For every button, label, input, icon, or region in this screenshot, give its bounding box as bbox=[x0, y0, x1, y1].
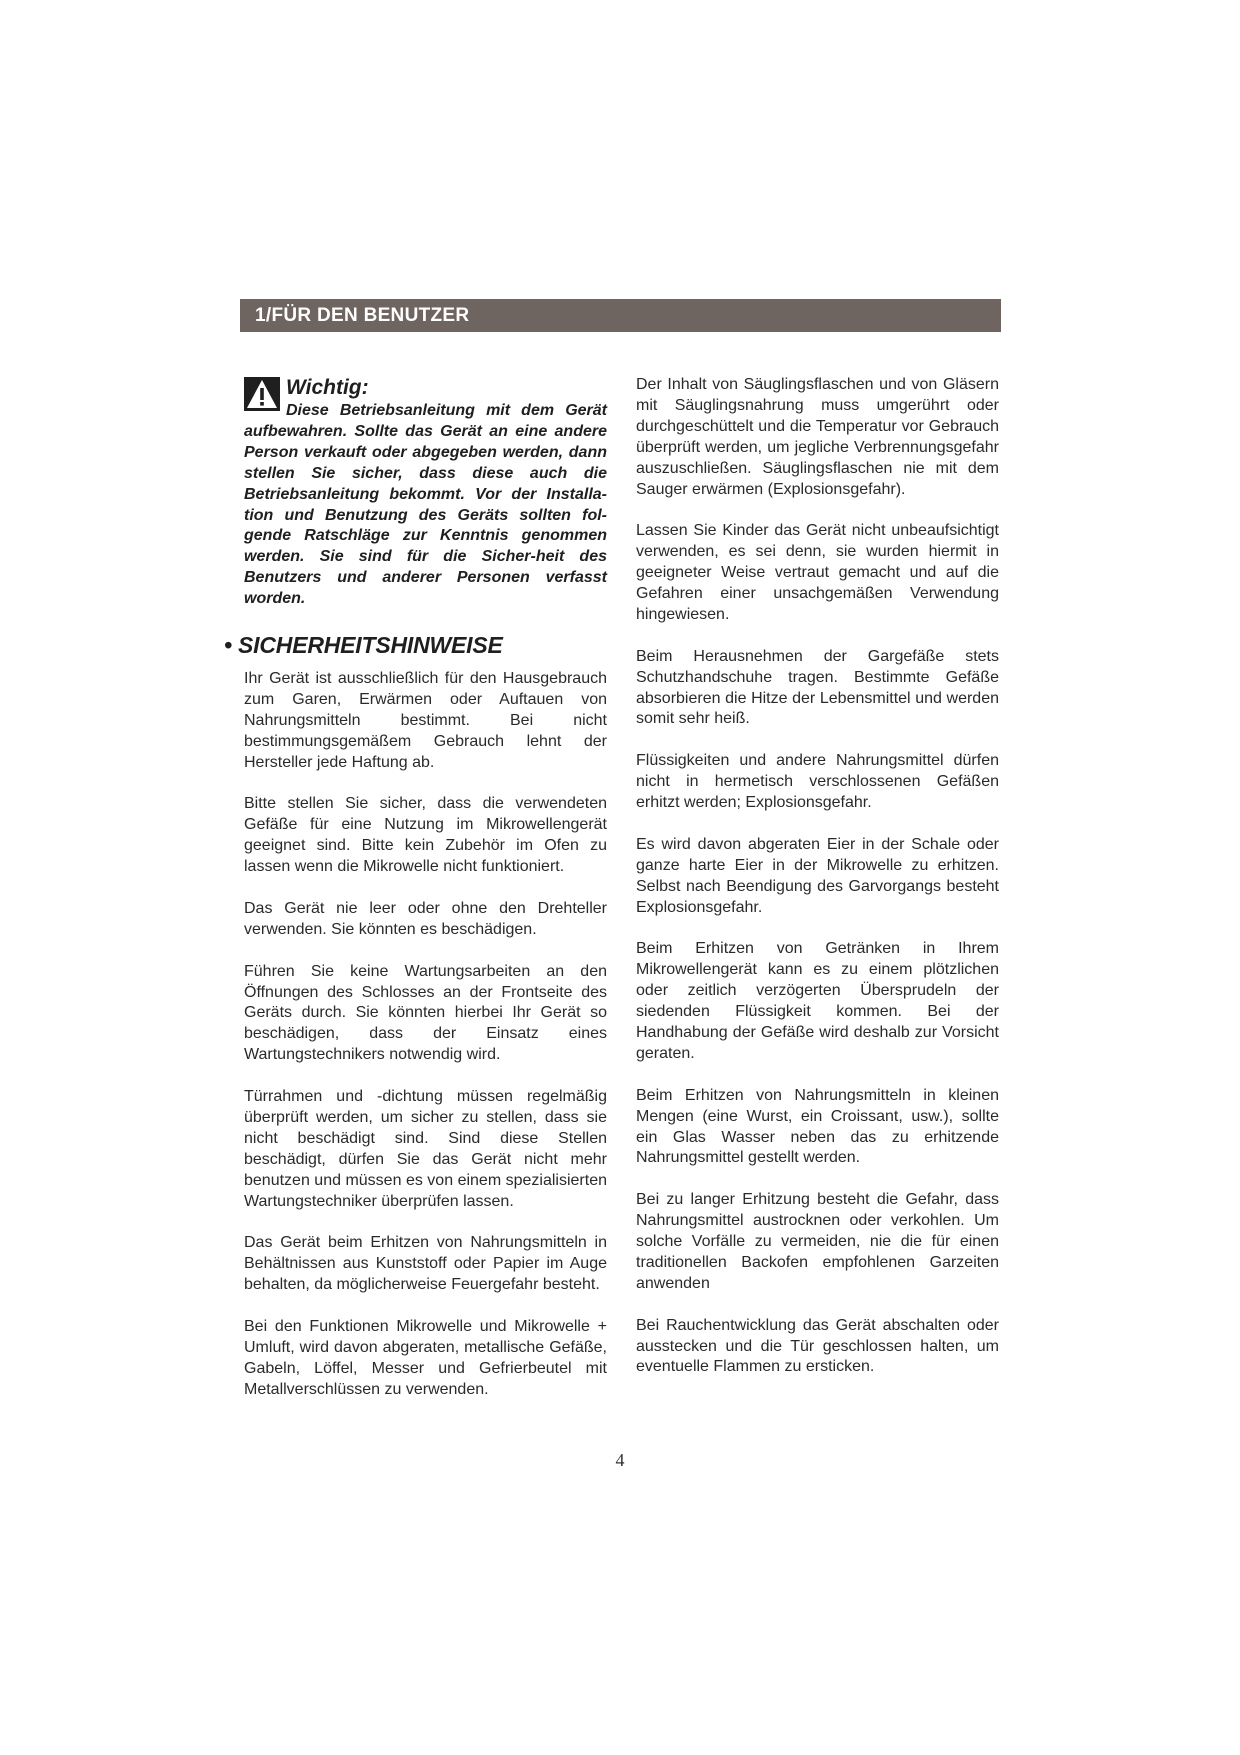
page-number: 4 bbox=[615, 1450, 625, 1470]
warning-triangle-icon bbox=[244, 377, 280, 411]
paragraph: Beim Erhitzen von Getränken in Ihrem Mikrowellengerät kann es zu einem plötzlichen oder zeitlich verzögerten Übersprudeln der siedenden Flüssigkeit kommen. Bei der Handhabung der Gefäße wird deshalb zur Vorsicht geraten. bbox=[636, 940, 999, 1062]
right-column bbox=[636, 375, 999, 1399]
paragraph: Bei Rauchentwicklung das Gerät abschalten oder ausstecken und die Tür geschlossen halten, um eventuelle Flammen zu ersticken. bbox=[636, 1316, 999, 1376]
paragraph: Der Inhalt von Säuglingsflaschen und von Gläsern mit Säuglingsnahrung muss umgerührt oder durchgeschüttelt und die Temperatur vor Gebrauch überprüft werden, um jegliche Verbrennungsgefahr auszuschließen. Säuglingsflaschen nie mit dem Sauger erwärmen (Explosionsgefahr). bbox=[636, 376, 999, 498]
paragraph: Flüssigkeiten und andere Nahrungsmittel dürfen nicht in hermetisch verschlossenen Gefäßen erhitzt werden; Explosionsgefahr. bbox=[636, 752, 999, 812]
important-title: Wichtig: bbox=[286, 376, 369, 399]
paragraph: Das Gerät beim Erhitzen von Nahrungsmitteln in Behältnissen aus Kunststoff oder Papier im Auge behalten, da möglicherweise Feuergefahr besteht. bbox=[244, 1234, 607, 1294]
paragraph: Führen Sie keine Wartungsarbeiten an den Öffnungen des Schlosses an der Frontseite des Geräts durch. Sie könnten hierbei Ihr Gerät so beschädigen, dass der Einsatz eines Wartungstechnikers notwendig wird. bbox=[244, 962, 607, 1064]
safety-heading: • SICHERHEITSHINWEISE bbox=[224, 631, 503, 658]
paragraph: Beim Erhitzen von Nahrungsmitteln in kleinen Mengen (eine Wurst, ein Croissant, usw.), sollte ein Glas Wasser neben das zu erhitzende Nahrungsmittel gestellt werden. bbox=[636, 1086, 999, 1167]
left-paragraphs bbox=[244, 669, 607, 1401]
paragraph: Bei den Funktionen Mikrowelle und Mikrowelle + Umluft, wird davon abgeraten, metallische Gefäße, Gabeln, Löffel, Messer und Gefrierbeutel mit Metallverschlüssen zu verwenden. bbox=[244, 1317, 607, 1398]
important-text: Diese Betriebsanleitung mit dem Gerät aufbewahren. Sollte das Gerät an eine andere Person verkauft oder abgegeben werden, dann stellen Sie sicher, dass diese auch die Betriebsanleitung bekommt. Vor der Installation und Benutzung des Geräts sollten folgende Ratschläge zur Kenntnis genommen werden. Sie sind für die Sicher-heit des Benutzers und anderer Personen verfasst worden. bbox=[244, 402, 607, 608]
important-notice bbox=[244, 375, 607, 610]
paragraph: Lassen Sie Kinder das Gerät nicht unbeaufsichtigt verwenden, es sei denn, sie wurden hiermit in geeigneter Weise vertraut gemacht und auf die Gefahren einer unsachgemäßen Verwendung hingewiesen. bbox=[636, 522, 999, 623]
paragraph: Ihr Gerät ist ausschließlich für den Hausgebrauch zum Garen, Erwärmen oder Auftauen von Nahrungsmitteln bestimmt. Bei nicht bestimmungsgemäßem Gebrauch lehnt der Hersteller jede Haftung ab. bbox=[244, 669, 607, 771]
paragraph: Bitte stellen Sie sicher, dass die verwendeten Gefäße für eine Nutzung im Mikrowellengerät geeignet sind. Bitte kein Zubehör im Ofen zu lassen wenn die Mikrowelle nicht funktioniert. bbox=[244, 795, 607, 876]
paragraph: Es wird davon abgeraten Eier in der Schale oder ganze harte Eier in der Mikrowelle zu erhitzen. Selbst nach Beendigung des Garvorgangs besteht Explosionsgefahr. bbox=[636, 835, 999, 916]
paragraph: Beim Herausnehmen der Gargefäße stets Schutzhandschuhe tragen. Bestimmte Gefäße absorbieren die Hitze der Lebensmittel und werden somit sehr heiß. bbox=[636, 647, 999, 728]
paragraph: Türrahmen und -dichtung müssen regelmäßig überprüft werden, um sicher zu stellen, dass sie nicht beschädigt sind. Sind diese Stellen beschädigt, dürfen Sie das Gerät nicht mehr benutzen und müssen es von einem spezialisierten Wartungstechniker überprüfen lassen. bbox=[244, 1088, 607, 1210]
left-column bbox=[224, 375, 607, 1421]
paragraph: Das Gerät nie leer oder ohne den Drehteller verwenden. Sie könnten es beschädigen. bbox=[244, 899, 607, 938]
section-header bbox=[240, 299, 1001, 332]
section-title: 1/FÜR DEN BENUTZER bbox=[255, 305, 470, 326]
paragraph: Bei zu langer Erhitzung besteht die Gefahr, dass Nahrungsmittel austrocknen oder verkohlen. Um solche Vorfälle zu vermeiden, nie die für einen traditionellen Backofen empfohlenen Garzeiten anwenden bbox=[636, 1191, 999, 1292]
